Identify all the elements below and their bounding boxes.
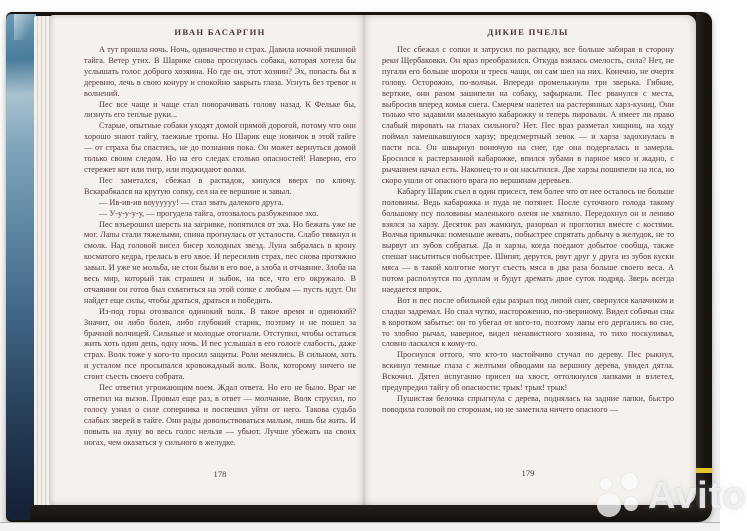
- paragraph: — У-у-у-у-у, — прогудела тайга, отозвалось разбуженное эхо.: [99, 208, 319, 218]
- paragraph: Кабаргу Шарик съел в один присест, тем более что от нее осталось не больше половины. Ведь кабарожка и пуда не потянет. После суточного голода такому большому псу половины маленького оленя не хватило. Передохнул он и лениво взялся за харзу. Десяток раз жамкнул, разорвал и проглотил вместе с костями. Волчья привычка: поменьше жевать, побыстрее спрятать добычу в желудок, не то вырвут из зубов собратья. Да и харзы, когда поедают добытое сообща, также спешат насытиться побыстрее. Шипят, дерутся, рвут друг у друга из зубов куски мяса — в такой колготне могут съесть мяса в два раза больше своего веса. А потом расползутся по дуплам и будут дремать двое суток подряд. Зверь всегда наедается впрок.: [382, 186, 674, 294]
- avito-wordmark: Avito: [648, 474, 747, 517]
- paragraph: Пес взъерошил шерсть на загривке, попятился от эха. Но бежать уже не мог. Лапы стали тяжелыми, спина прогнулась от усталости. Слабо тявкнул и смолк. Над головой висел бисер холодных звезд. Луна забралась в крону косматого кедра, грелась в его хвое. И пересилив страх, пес снова протяжно завыл. И уже не мольба, не стон были в его вое, а злоба и отчаяние. Злоба на весь мир, который так страшен и зыбок, на все, что его окружало. В отчаянии он готов был схватиться на этой сопке с любым — пусть идут. Он найдет еще силы, чтобы драться, драться и победить.: [84, 219, 356, 305]
- paragraph: А тут пришла ночь. Ночь, одиночество и страх. Давила ночной тишиной тайга. Ветер утих. В Шарике снова проснулась собака, которая хотела бы услышать голос доброго хозяина. Но где он, этот хозяин? Эх, попасть бы в деревню, лечь в свою конуру и спокойно закрыть глаза. Уснуть без тревог и волнений.: [84, 45, 356, 98]
- running-head-title: ДИКИЕ ПЧЕЛЫ: [487, 27, 569, 37]
- paragraph: Старые, опытные собаки уходят домой прямой дорогой, потому что они хорошо знают тайгу, таежные тропы. Но Шарик еще новичок в этой тайге — от страха бы спастись, не до познания пока. Он может вернуться домой только своим следом. Но на его следах столько опасностей! Наверно, его стережет кот или тигр, или поджидают волки.: [84, 121, 356, 174]
- paragraph: Пес ответил угрожающим воем. Ждал ответа. Но его не было. Враг не ответил на вызов. Провыл еще раз, в ответ — молчание. Волк струсил, по голосу узнал о силе соперника и поспешил уйти от него. Такова судьба слабых зверей в тайге. Они рады довольствоваться малым, лишь бы жить. И повыть на луну во весь голос нельзя — убьют. Лучше убежать на своих ногах, чем оказаться у сильного в желудке.: [84, 383, 356, 447]
- cover-yellow-stripe: [696, 468, 712, 473]
- book-bottom-edge: [30, 505, 712, 522]
- page-number-right: 179: [521, 468, 535, 478]
- paragraph: Пес все чаще и чаще стал поворачивать голову назад. К Фельке бы, лизнуть его теплые руки...: [84, 99, 356, 120]
- paragraph: Пушистая белочка спрыгнула с дерева, поднялась на задние лапки, быстро поводила головой по сторонам, но не заметила ничего опасного —: [382, 394, 674, 414]
- page-right-body: [382, 45, 674, 416]
- paragraph: Пес заметался, сбежал в распадок, кинулся вверх по ключу. Вскарабкался на крутую сопку, сел на ее вершине и завыл.: [84, 175, 356, 196]
- paragraph: — Ив-ив-ив воуууууу! — стал звать далекого друга.: [99, 197, 284, 207]
- paragraph: Пес сбежал с сопки и затрусил по распадку, все больше забирая в сторону реки Щербаковки. Он враз преобразился. Откуда взялась смелость, сила? Нет, не пугали его больше шорохи и треск чащи, он сам шел на них. Конечно, не очертя голову. Осторожно, по-волчьи. Впереди промелькнули три зверька. Гибкие, верткие, они разом зашипели на собаку, зафыркали. Пес рванулся с места, выбросив вперед комья снега. Смерчем налетел на растерянных харз-куниц. Они только что задавили маленькую кабарожку и теперь пировали. А имеет ли право слабый пировать на глазах сильного? Нет. Пес враз разметал хищниц, на ходу поймал замешкавшуюся харзу; предсмертный зевок — и харза задохнулась в пасти пса. Он швырнул вонючую на снег, где она подергалась и замерла. Бросился к растерзанной кабарожке, впился зубами в парное мясо и жадно, с рычанием начал есть. Наконец-то и он насытился. Две харзы пошипели на пса, но скоро ушли от опасного врага по вершинам деревьев.: [382, 45, 674, 185]
- table-surface: [0, 522, 720, 531]
- page-number-left: 178: [213, 469, 227, 479]
- page-left: [84, 27, 356, 449]
- paragraph: Вот и пес после обильной еды разрыл под липой снег, свернулся калачиком и сладко задремал. Но спал чутко, настороженно, по-звериному. Видел собачьи сны в коротком забытье: он то убегал от кого-то, поэтому лапы его дергались во сне, то злобно рычал, наверное, видел ненавистного хозяина, то тихо поскуливал, словно ласкался к кому-то.: [382, 295, 674, 349]
- paragraph: Проснулся оттого, что кто-то настойчиво стучал по дереву. Пес рыкнул, вскинул темные глаза с желтыми обводами на вершину дерева, увидел дятла. Вскочил. Дятел испуганно присел на хвост, оттолкнулся лапками и взлетел, предупредил тайгу об опасности: трык! трык! трык!: [382, 350, 674, 393]
- page-right: [382, 27, 674, 416]
- book-cover-right-edge: [696, 13, 712, 521]
- page-left-body: [84, 45, 356, 449]
- paragraph: Из-под горы отозвался одинокий волк. В такое время и одинокий? Значит, он либо болен, либо глубокий старик, поэтому и не пошел за брачной волчицей. Сильные и молодые отогнали. Отступил, чтобы остаться жить хоть один день, одну ночь. И пес услышал в его голосе слабость, даже страх. Волк тоже у кого-то просил защиты. Роли менялись. В сильном, хоть и усталом псе просыпался кровожадный волк. Волк, которому ничего не стоит съесть своего собрата.: [84, 306, 356, 382]
- book-cover-left-edge: [6, 14, 36, 520]
- running-head-author: ИВАН БАСАРГИН: [174, 27, 266, 37]
